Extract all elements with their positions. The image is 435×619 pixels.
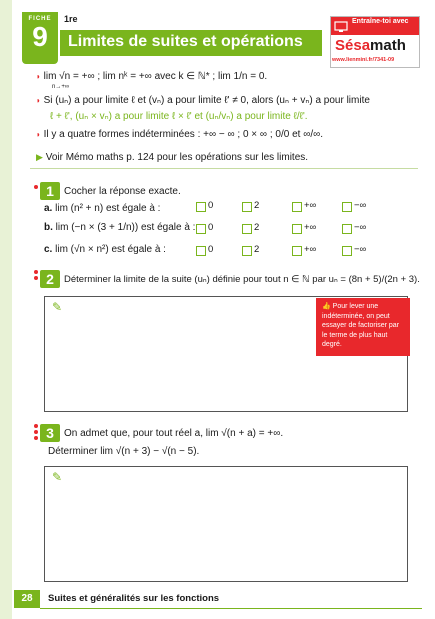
checkbox[interactable]: [196, 246, 206, 256]
pencil-icon: ✎: [52, 470, 63, 484]
checkbox[interactable]: [342, 246, 352, 256]
answer-box-3[interactable]: [44, 466, 408, 582]
checkbox[interactable]: [242, 246, 252, 256]
exercise-3-dots: [34, 424, 38, 442]
exercise-1-number: 1: [40, 182, 60, 200]
pencil-icon: ✎: [52, 300, 63, 314]
thumb-icon: 👍: [322, 303, 331, 310]
checkbox[interactable]: [242, 224, 252, 234]
sesamath-url[interactable]: www.lienmini.fr/7341-09: [332, 57, 395, 63]
exercise-2-text: Déterminer la limite de la suite (uₙ) définie pour tout n ∈ ℕ par uₙ = (8n + 5)/(2n + 3).: [64, 274, 420, 285]
bullet-icon: ◗: [36, 72, 41, 81]
summary-text-2: Si (uₙ) a pour limite ℓ et (vₙ) a pour limite ℓ' ≠ 0, alors (uₙ + vₙ) a pour limite: [43, 95, 370, 106]
bullet-icon: ◗: [36, 130, 41, 139]
level-tag: 1re: [64, 14, 78, 24]
checkbox[interactable]: [196, 202, 206, 212]
summary-text-5: Voir Mémo maths p. 124 pour les opérations sur les limites.: [45, 152, 309, 163]
footer-rule: [40, 608, 422, 609]
exercise-1-instruction: Cocher la réponse exacte.: [64, 186, 181, 197]
hint-text: Pour lever une indéterminée, on peut essayer de factoriser par le terme de plus haut degré.: [322, 303, 400, 348]
checkbox[interactable]: [292, 246, 302, 256]
summary-line-1-sub: n→+∞: [52, 84, 70, 90]
sesamath-logo: Sésamath: [335, 37, 406, 54]
checkbox[interactable]: [292, 224, 302, 234]
chapter-title: Suites et généralités sur les fonctions: [48, 593, 220, 604]
hint-box: [316, 298, 410, 356]
summary-line-1: [36, 70, 267, 84]
page-number: 28: [14, 590, 40, 608]
summary-line-2: [36, 94, 370, 108]
q1b: b. lim (−n × (3 + 1/n)) est égale à :: [44, 222, 196, 233]
fiche-label: FICHE: [28, 16, 52, 22]
summary-line-5: [36, 150, 308, 165]
arrow-icon: ▶: [36, 152, 43, 162]
exercise-1-dots: [34, 185, 38, 191]
sesamath-cta: Entraîne-toi avec: [352, 18, 409, 25]
exercise-2-dots: [34, 270, 38, 282]
page-title: Limites de suites et opérations: [68, 33, 303, 50]
monitor-icon: [334, 20, 348, 38]
checkbox[interactable]: [196, 224, 206, 234]
checkbox[interactable]: [242, 202, 252, 212]
summary-line-4: [36, 128, 323, 142]
summary-text-3: ℓ + ℓ', (uₙ × vₙ) a pour limite ℓ × ℓ' et (uₙ/vₙ) a pour limite ℓ/ℓ'.: [50, 111, 308, 122]
q1c: c. lim (√n × n²) est égale à :: [44, 244, 166, 255]
summary-text-4: Il y a quatre formes indéterminées : +∞ − ∞ ; 0 × ∞ ; 0/0 et ∞/∞.: [43, 129, 324, 140]
q1a: a. lim (n² + n) est égale à :: [44, 203, 161, 214]
divider: [30, 168, 418, 169]
bullet-icon: ◗: [36, 96, 41, 105]
checkbox[interactable]: [342, 224, 352, 234]
exercise-3-line2: Déterminer lim √(n + 3) − √(n − 5).: [48, 446, 200, 457]
exercise-2-number: 2: [40, 270, 60, 288]
summary-text-1: lim √n = +∞ ; lim nᵏ = +∞ avec k ∈ ℕ* ; lim 1/n = 0.: [43, 71, 268, 82]
exercise-3-line1: On admet que, pour tout réel a, lim √(n + a) = +∞.: [64, 428, 284, 439]
left-margin-band: [0, 0, 12, 619]
checkbox[interactable]: [292, 202, 302, 212]
fiche-number: 9: [32, 21, 48, 52]
exercise-3-number: 3: [40, 424, 60, 442]
checkbox[interactable]: [342, 202, 352, 212]
